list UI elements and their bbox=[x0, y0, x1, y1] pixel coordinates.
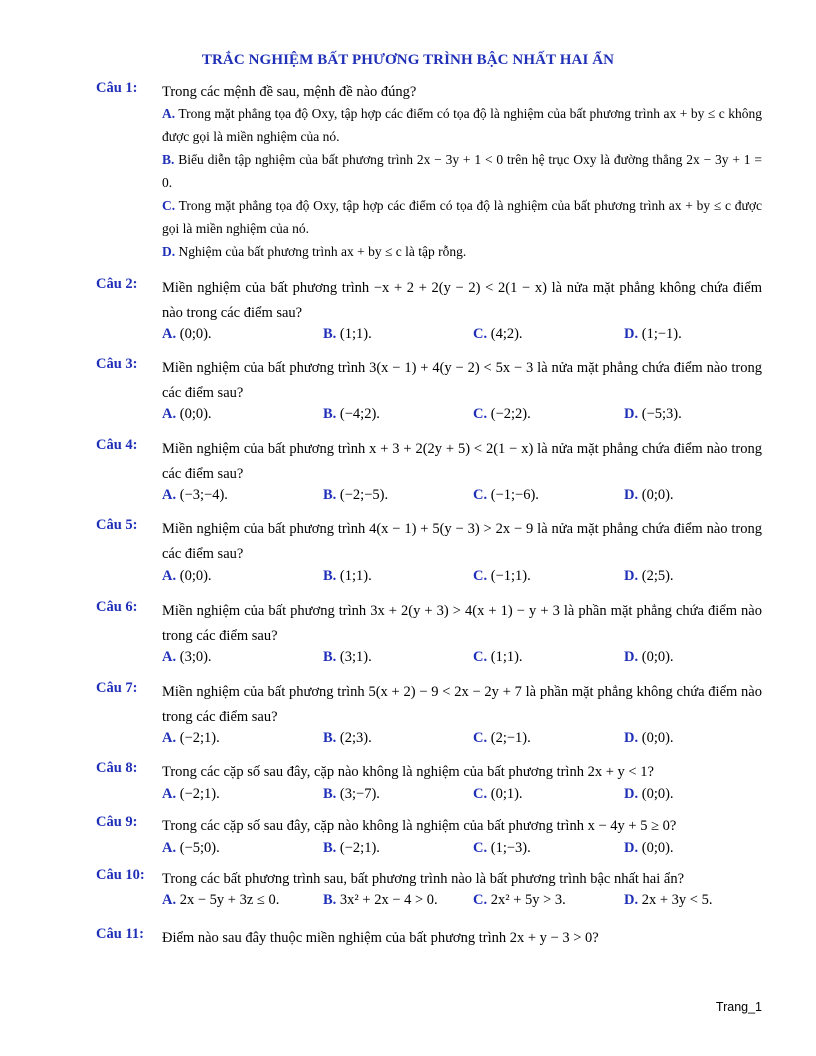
option-c: C. (4;2). bbox=[473, 326, 523, 342]
question-label: Câu 8: bbox=[96, 760, 138, 776]
options-row bbox=[162, 892, 762, 916]
question-text: Miền nghiệm của bất phương trình 4(x − 1) + 5(y − 3) > 2x − 9 là nửa mặt phẳng chứa điểm nào trong các điểm sau? bbox=[162, 521, 762, 562]
option-d: D. (0;0). bbox=[624, 840, 674, 856]
document-title: TRẮC NGHIỆM BẤT PHƯƠNG TRÌNH BẬC NHẤT HAI ẨN bbox=[201, 52, 615, 68]
option-b bbox=[162, 148, 762, 194]
question-text: Miền nghiệm của bất phương trình −x + 2 + 2(y − 2) < 2(1 − x) là nửa mặt phẳng không chứa điểm nào trong các điểm sau? bbox=[162, 280, 762, 321]
option-b: B. (1;1). bbox=[323, 568, 372, 584]
question-label: Câu 3: bbox=[96, 356, 138, 372]
option-a: A. (3;0). bbox=[162, 649, 212, 665]
option-a: A. (0;0). bbox=[162, 406, 212, 422]
options-row bbox=[162, 568, 762, 592]
option-a: A. (−2;1). bbox=[162, 786, 220, 802]
options-row bbox=[162, 730, 762, 754]
option-c: C. (−1;−6). bbox=[473, 487, 539, 503]
options-row bbox=[162, 840, 762, 864]
option-d: D. (1;−1). bbox=[624, 326, 682, 342]
options-row bbox=[162, 649, 762, 673]
option-letter: C. bbox=[162, 198, 176, 213]
option-d: D. (0;0). bbox=[624, 786, 674, 802]
option-d: D. (2;5). bbox=[624, 568, 674, 584]
option-b: B. (−2;1). bbox=[323, 840, 380, 856]
question-label: Câu 9: bbox=[96, 814, 138, 830]
question-label: Câu 7: bbox=[96, 680, 138, 696]
question-text: Trong các mệnh đề sau, mệnh đề nào đúng? bbox=[162, 84, 417, 100]
option-a: A. (0;0). bbox=[162, 326, 212, 342]
option-d: D. (0;0). bbox=[624, 649, 674, 665]
option-a: A. 2x − 5y + 3z ≤ 0. bbox=[162, 892, 280, 908]
option-d: D. 2x + 3y < 5. bbox=[624, 892, 713, 908]
option-letter: B. bbox=[162, 152, 175, 167]
option-b: B. (3;1). bbox=[323, 649, 372, 665]
option-c: C. (0;1). bbox=[473, 786, 523, 802]
options-row bbox=[162, 487, 762, 511]
option-c bbox=[162, 194, 762, 240]
option-text: Biểu diễn tập nghiệm của bất phương trình 2x − 3y + 1 < 0 trên hệ trục Oxy là đường thẳng 2x − 3y + 1 = 0. bbox=[162, 152, 763, 190]
option-text: Trong mặt phẳng tọa độ Oxy, tập hợp các điểm có tọa độ là nghiệm của bất phương trình ax + by ≤ c được gọi là miền nghiệm của nó. bbox=[162, 198, 762, 236]
option-a: A. (−5;0). bbox=[162, 840, 220, 856]
option-c: C. (−1;1). bbox=[473, 568, 531, 584]
question-text: Miền nghiệm của bất phương trình 3(x − 1) + 4(y − 2) < 5x − 3 là nửa mặt phẳng chứa điểm nào trong các điểm sau? bbox=[162, 360, 762, 401]
option-b: B. (3;−7). bbox=[323, 786, 380, 802]
question-label: Câu 10: bbox=[96, 867, 145, 883]
question-label: Câu 5: bbox=[96, 517, 138, 533]
question-label: Câu 1: bbox=[96, 80, 138, 96]
question-label: Câu 11: bbox=[96, 926, 144, 942]
option-d: D. (0;0). bbox=[624, 487, 674, 503]
option-c: C. (2;−1). bbox=[473, 730, 531, 746]
option-c: C. (1;1). bbox=[473, 649, 523, 665]
option-a: A. (−3;−4). bbox=[162, 487, 228, 503]
option-a: A. (0;0). bbox=[162, 568, 212, 584]
option-b: B. 3x² + 2x − 4 > 0. bbox=[323, 892, 438, 908]
question-text: Miền nghiệm của bất phương trình 3x + 2(y + 3) > 4(x + 1) − y + 3 là phần mặt phẳng chứa điểm nào trong các điểm sau? bbox=[162, 603, 762, 644]
options-row bbox=[162, 326, 762, 350]
option-a bbox=[162, 102, 762, 148]
question-text: Trong các cặp số sau đây, cặp nào không là nghiệm của bất phương trình 2x + y < 1? bbox=[162, 764, 654, 780]
option-text: Trong mặt phẳng tọa độ Oxy, tập hợp các điểm có tọa độ là nghiệm của bất phương trình ax + by ≤ c không được gọi là miền nghiệm của nó. bbox=[162, 106, 762, 144]
option-d: D. (0;0). bbox=[624, 730, 674, 746]
option-letter: A. bbox=[162, 106, 176, 121]
question-label: Câu 6: bbox=[96, 599, 138, 615]
options-row bbox=[162, 786, 762, 810]
question-text: Trong các cặp số sau đây, cặp nào không là nghiệm của bất phương trình x − 4y + 5 ≥ 0? bbox=[162, 818, 677, 834]
option-b: B. (−2;−5). bbox=[323, 487, 389, 503]
question-label: Câu 4: bbox=[96, 437, 138, 453]
page-footer: Trang_1 bbox=[715, 1000, 762, 1014]
options-row bbox=[162, 406, 762, 430]
option-b: B. (−4;2). bbox=[323, 406, 380, 422]
option-a: A. (−2;1). bbox=[162, 730, 220, 746]
option-letter: D. bbox=[162, 244, 176, 259]
option-c: C. 2x² + 5y > 3. bbox=[473, 892, 566, 908]
option-text: Nghiệm của bất phương trình ax + by ≤ c là tập rỗng. bbox=[178, 244, 467, 259]
question-text: Miền nghiệm của bất phương trình x + 3 + 2(2y + 5) < 2(1 − x) là nửa mặt phẳng chứa điểm nào trong các điểm sau? bbox=[162, 441, 762, 482]
option-b: B. (2;3). bbox=[323, 730, 372, 746]
option-c: C. (−2;2). bbox=[473, 406, 531, 422]
question-text: Miền nghiệm của bất phương trình 5(x + 2) − 9 < 2x − 2y + 7 là phần mặt phẳng không chứa điểm nào trong các điểm sau? bbox=[162, 684, 762, 725]
question-text: Điểm nào sau đây thuộc miền nghiệm của bất phương trình 2x + y − 3 > 0? bbox=[162, 930, 599, 946]
option-d: D. (−5;3). bbox=[624, 406, 682, 422]
option-d bbox=[162, 240, 762, 263]
question-text: Trong các bất phương trình sau, bất phương trình nào là bất phương trình bậc nhất hai ẩn? bbox=[162, 871, 685, 887]
question-label: Câu 2: bbox=[96, 276, 138, 292]
option-b: B. (1;1). bbox=[323, 326, 372, 342]
option-c: C. (1;−3). bbox=[473, 840, 531, 856]
